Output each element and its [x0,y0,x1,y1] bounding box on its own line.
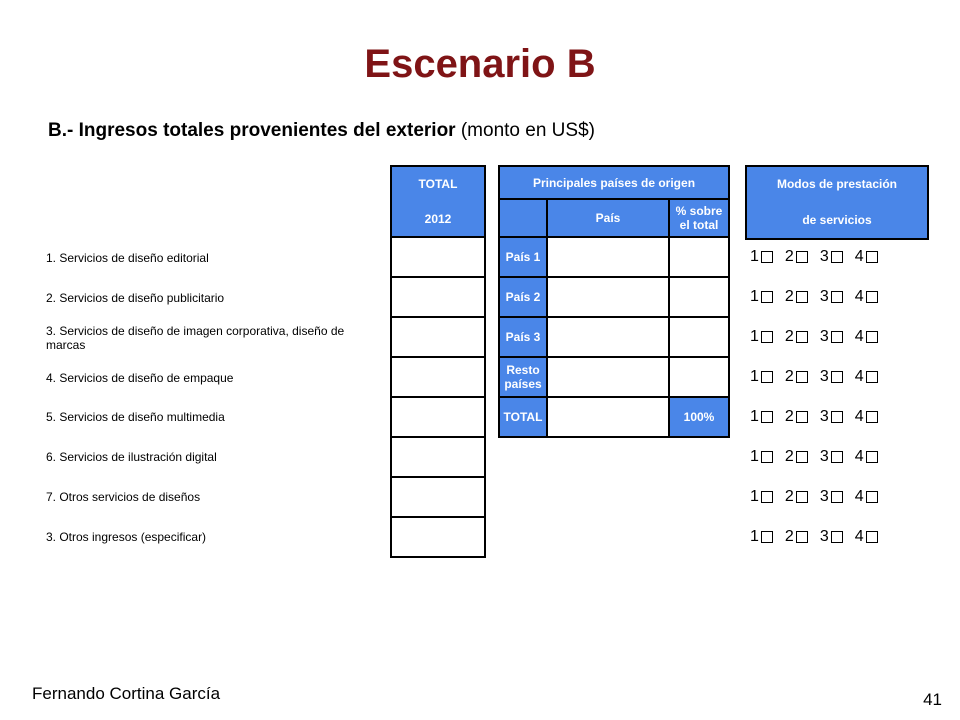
country-input[interactable] [548,398,668,436]
mode-option[interactable]: 1 [750,489,773,505]
mode-checkbox-row [750,367,930,387]
service-label: 4. Servicios de diseño de empaque [46,371,234,385]
countries-header: Principales países de origen [500,167,728,198]
mode-option[interactable]: 3 [820,369,843,385]
modes-header: Modos de prestación [747,167,927,201]
mode-option[interactable]: 4 [855,369,878,385]
mode-option[interactable]: 1 [750,329,773,345]
author-name: Fernando Cortina García [32,684,221,703]
checkbox-icon[interactable] [796,411,808,423]
checkbox-icon[interactable] [831,331,843,343]
checkbox-icon[interactable] [761,331,773,343]
mode-option[interactable]: 4 [855,289,878,305]
mode-option[interactable]: 3 [820,529,843,545]
checkbox-icon[interactable] [761,531,773,543]
service-label: 5. Servicios de diseño multimedia [46,410,225,424]
country-input[interactable] [548,358,668,396]
total-input[interactable] [392,518,484,556]
checkbox-icon[interactable] [796,251,808,263]
total-input[interactable] [392,438,484,476]
mode-option[interactable]: 3 [820,449,843,465]
percent-column-header: % sobre el total [670,200,728,236]
checkbox-icon[interactable] [761,291,773,303]
mode-option[interactable]: 1 [750,369,773,385]
mode-option[interactable]: 2 [785,369,808,385]
checkbox-icon[interactable] [866,411,878,423]
checkbox-icon[interactable] [796,291,808,303]
mode-option[interactable]: 3 [820,329,843,345]
service-label: 7. Otros servicios de diseños [46,490,201,504]
checkbox-icon[interactable] [761,411,773,423]
total-header: TOTAL [392,167,484,201]
mode-option[interactable]: 4 [855,529,878,545]
mode-checkbox-row [750,327,930,347]
total-input[interactable] [392,238,484,276]
mode-option[interactable]: 4 [855,409,878,425]
mode-option[interactable]: 3 [820,289,843,305]
subtitle-normal: (monto en US$) [460,120,595,141]
country-label-header [500,200,546,236]
checkbox-icon[interactable] [761,371,773,383]
mode-option[interactable]: 2 [785,489,808,505]
checkbox-icon[interactable] [866,291,878,303]
country-row-label: País 1 [500,238,546,276]
mode-option[interactable]: 2 [785,449,808,465]
country-row-label: País 2 [500,278,546,316]
total-percent: 100% [670,398,728,436]
service-label: 3. Servicios de diseño de imagen corporativa, diseño de marcas [46,324,345,352]
mode-option[interactable]: 3 [820,409,843,425]
mode-option[interactable]: 2 [785,289,808,305]
service-label: 1. Servicios de diseño editorial [46,251,209,265]
percent-input[interactable] [670,278,728,316]
mode-checkbox-row [750,247,930,267]
country-input[interactable] [548,238,668,276]
mode-checkbox-row [750,287,930,307]
checkbox-icon[interactable] [831,291,843,303]
service-label: 6. Servicios de ilustración digital [46,450,217,464]
percent-input[interactable] [670,318,728,356]
total-input[interactable] [392,318,484,356]
checkbox-icon[interactable] [866,371,878,383]
modes-header-sub: de servicios [747,201,927,238]
slide-title: Escenario B [364,42,596,86]
mode-option[interactable]: 1 [750,249,773,265]
mode-option[interactable]: 1 [750,289,773,305]
total-input[interactable] [392,478,484,516]
checkbox-icon[interactable] [796,371,808,383]
country-row-label: País 3 [500,318,546,356]
country-input[interactable] [548,318,668,356]
mode-checkbox-row [750,447,930,467]
mode-option[interactable]: 1 [750,529,773,545]
checkbox-icon[interactable] [796,491,808,503]
total-input[interactable] [392,278,484,316]
year-header: 2012 [392,201,484,236]
mode-option[interactable]: 3 [820,489,843,505]
mode-option[interactable]: 1 [750,409,773,425]
checkbox-icon[interactable] [831,491,843,503]
total-table [390,165,486,558]
countries-table [498,165,730,438]
mode-option[interactable]: 4 [855,489,878,505]
checkbox-icon[interactable] [866,491,878,503]
mode-checkbox-row [750,407,930,427]
mode-option[interactable]: 2 [785,329,808,345]
checkbox-icon[interactable] [866,451,878,463]
total-input[interactable] [392,358,484,396]
total-input[interactable] [392,398,484,436]
checkbox-icon[interactable] [831,411,843,423]
country-column-header: País [548,200,668,236]
checkbox-icon[interactable] [866,331,878,343]
section-subtitle [48,119,595,143]
modes-table [745,165,929,240]
checkbox-icon[interactable] [866,531,878,543]
mode-option[interactable]: 4 [855,249,878,265]
mode-option[interactable]: 2 [785,249,808,265]
country-input[interactable] [548,278,668,316]
mode-checkbox-row [750,487,930,507]
service-label: 2. Servicios de diseño publicitario [46,291,225,305]
percent-input[interactable] [670,238,728,276]
mode-option[interactable]: 4 [855,329,878,345]
checkbox-icon[interactable] [866,251,878,263]
mode-option[interactable]: 1 [750,449,773,465]
mode-checkbox-row [750,527,930,547]
percent-input[interactable] [670,358,728,396]
checkbox-icon[interactable] [831,251,843,263]
mode-option[interactable]: 2 [785,529,808,545]
checkbox-icon[interactable] [831,371,843,383]
mode-option[interactable]: 4 [855,449,878,465]
country-row-label: TOTAL [500,398,546,436]
checkbox-icon[interactable] [831,531,843,543]
checkbox-icon[interactable] [796,451,808,463]
checkbox-icon[interactable] [831,451,843,463]
checkbox-icon[interactable] [761,491,773,503]
service-label: 3. Otros ingresos (especificar) [46,530,207,544]
subtitle-bold: B.- Ingresos totales provenientes del exterior [48,120,456,141]
page-number: 41 [923,690,942,709]
checkbox-icon[interactable] [796,531,808,543]
checkbox-icon[interactable] [761,251,773,263]
checkbox-icon[interactable] [796,331,808,343]
country-row-label: Resto países [500,358,546,396]
mode-option[interactable]: 2 [785,409,808,425]
checkbox-icon[interactable] [761,451,773,463]
mode-option[interactable]: 3 [820,249,843,265]
